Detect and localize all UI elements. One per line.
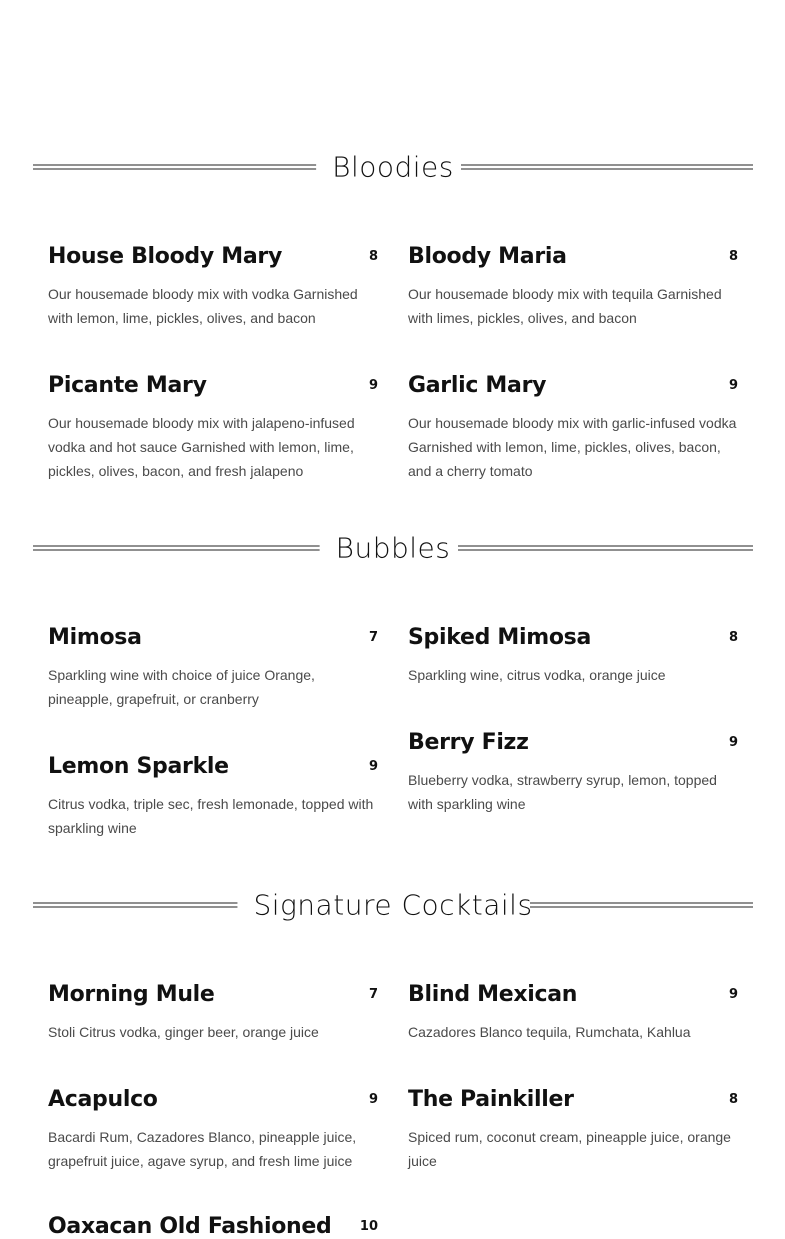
divider-rule [33,903,256,908]
item-price: 8 [728,630,738,645]
section-title: Bloodies [316,151,470,184]
item-description: Blueberry vodka, strawberry syrup, lemon, topped with sparkling wine [408,772,717,812]
item-price: 7 [368,987,378,1002]
item-price: 9 [368,1092,378,1107]
item-description: Our housemade bloody mix with tequila Garnished with limes, pickles, olives, and bacon [408,286,722,326]
item-price: 9 [728,378,738,393]
item-name: Garlic Mary [408,373,547,398]
item-name: Berry Fizz [408,730,529,755]
divider-rule [530,903,753,908]
divider-rule [461,165,753,170]
item-price: 9 [728,735,738,750]
item-name: Bloody Maria [408,244,567,269]
item-description: Cazadores Blanco tequila, Rumchata, Kahlua [408,1024,691,1040]
item-name: Spiked Mimosa [408,625,592,650]
section-header-bubbles [33,528,753,568]
item-price: 8 [368,249,378,264]
item-description: Spiced rum, coconut cream, pineapple juice, orange juice [408,1129,731,1169]
item-description: Citrus vodka, triple sec, fresh lemonade, topped with sparkling wine [48,796,374,836]
item-price: 9 [368,759,378,774]
item-name: Blind Mexican [408,982,578,1007]
item-name: The Painkiller [408,1087,574,1112]
item-name: Oaxacan Old Fashioned [48,1214,332,1239]
item-name: Lemon Sparkle [48,754,229,779]
divider-rule [458,546,753,551]
item-price: 10 [359,1219,378,1234]
item-description: Sparkling wine with choice of juice Orange, pineapple, grapefruit, or cranberry [48,667,315,707]
section-header-bloodies [33,147,753,187]
item-price: 8 [728,1092,738,1107]
item-description: Our housemade bloody mix with vodka Garnished with lemon, lime, pickles, olives, and bacon [48,286,358,326]
item-description: Our housemade bloody mix with jalapeno-infused vodka and hot sauce Garnished with lemon, lime, pickles, olives, bacon, and fresh jalapeno [48,415,355,479]
section-title: Signature Cocktails [237,889,548,922]
section-title: Bubbles [320,532,467,565]
divider-rule [33,165,325,170]
divider-rule [33,546,327,551]
item-name: House Bloody Mary [48,244,282,269]
item-name: Picante Mary [48,373,207,398]
item-name: Morning Mule [48,982,215,1007]
item-description: Our housemade bloody mix with garlic-infused vodka Garnished with lemon, lime, pickles, olives, bacon, and a cherry tomato [408,415,737,479]
section-header-signature-cocktails [33,885,753,925]
item-description: Stoli Citrus vodka, ginger beer, orange juice [48,1024,319,1040]
item-price: 8 [728,249,738,264]
item-price: 7 [368,630,378,645]
item-name: Mimosa [48,625,142,650]
item-price: 9 [728,987,738,1002]
item-description: Sparkling wine, citrus vodka, orange juice [408,667,666,683]
item-price: 9 [368,378,378,393]
item-name: Acapulco [48,1087,158,1112]
item-description: Bacardi Rum, Cazadores Blanco, pineapple juice, grapefruit juice, agave syrup, and fresh lime juice [48,1129,357,1169]
